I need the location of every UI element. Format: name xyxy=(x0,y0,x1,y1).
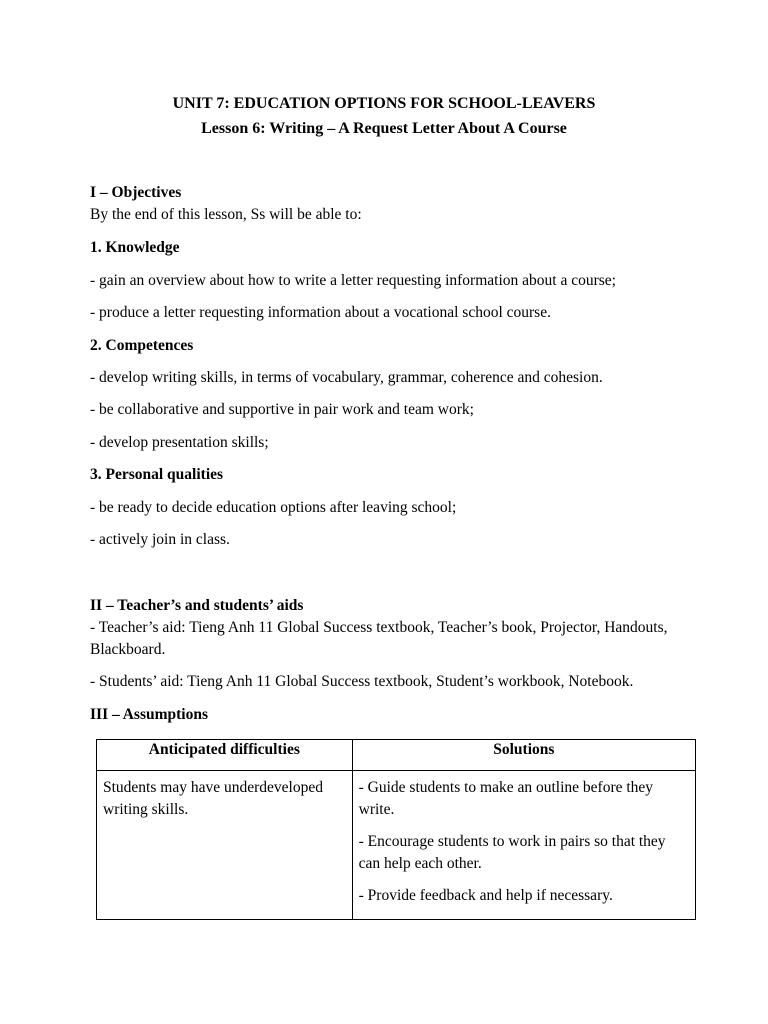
knowledge-item: - gain an overview about how to write a letter requesting information about a course; xyxy=(90,272,616,289)
solution-item: - Guide students to make an outline before they write. xyxy=(358,779,654,818)
knowledge-item: - produce a letter requesting information about a vocational school course. xyxy=(90,304,551,321)
solution-item: - Encourage students to work in pairs so that they can help each other. xyxy=(358,833,666,872)
difficulty-cell: Students may have underdeveloped writing skills. xyxy=(97,771,353,920)
assumptions-table xyxy=(96,739,696,920)
solution-item: - Provide feedback and help if necessary. xyxy=(358,887,613,904)
lesson-title: Lesson 6: Writing – A Request Letter About A Course xyxy=(201,120,567,137)
competences-item: - be collaborative and supportive in pair work and team work; xyxy=(90,401,474,418)
knowledge-heading: 1. Knowledge xyxy=(90,239,180,256)
solutions-cell xyxy=(352,771,695,920)
assumptions-heading: III – Assumptions xyxy=(90,706,209,723)
students-aid: - Students’ aid: Tieng Anh 11 Global Success textbook, Student’s workbook, Notebook. xyxy=(90,673,634,690)
table-header-row xyxy=(97,740,696,771)
aids-heading: II – Teacher’s and students’ aids xyxy=(90,597,304,614)
personal-qualities-item: - actively join in class. xyxy=(90,531,230,548)
objectives-intro: By the end of this lesson, Ss will be able to: xyxy=(90,206,362,223)
column-header: Solutions xyxy=(352,740,695,771)
objectives-heading: I – Objectives xyxy=(90,184,182,201)
competences-heading: 2. Competences xyxy=(90,337,194,354)
personal-qualities-item: - be ready to decide education options after leaving school; xyxy=(90,499,457,516)
personal-qualities-heading: 3. Personal qualities xyxy=(90,466,224,483)
teacher-aid: - Teacher’s aid: Tieng Anh 11 Global Success textbook, Teacher’s book, Projector, Handouts, Blackboard. xyxy=(90,619,668,658)
competences-item: - develop presentation skills; xyxy=(90,434,269,451)
unit-title: UNIT 7: EDUCATION OPTIONS FOR SCHOOL-LEAVERS xyxy=(172,95,596,112)
table-row xyxy=(97,771,696,920)
competences-item: - develop writing skills, in terms of vocabulary, grammar, coherence and cohesion. xyxy=(90,369,603,386)
column-header: Anticipated difficulties xyxy=(97,740,353,771)
